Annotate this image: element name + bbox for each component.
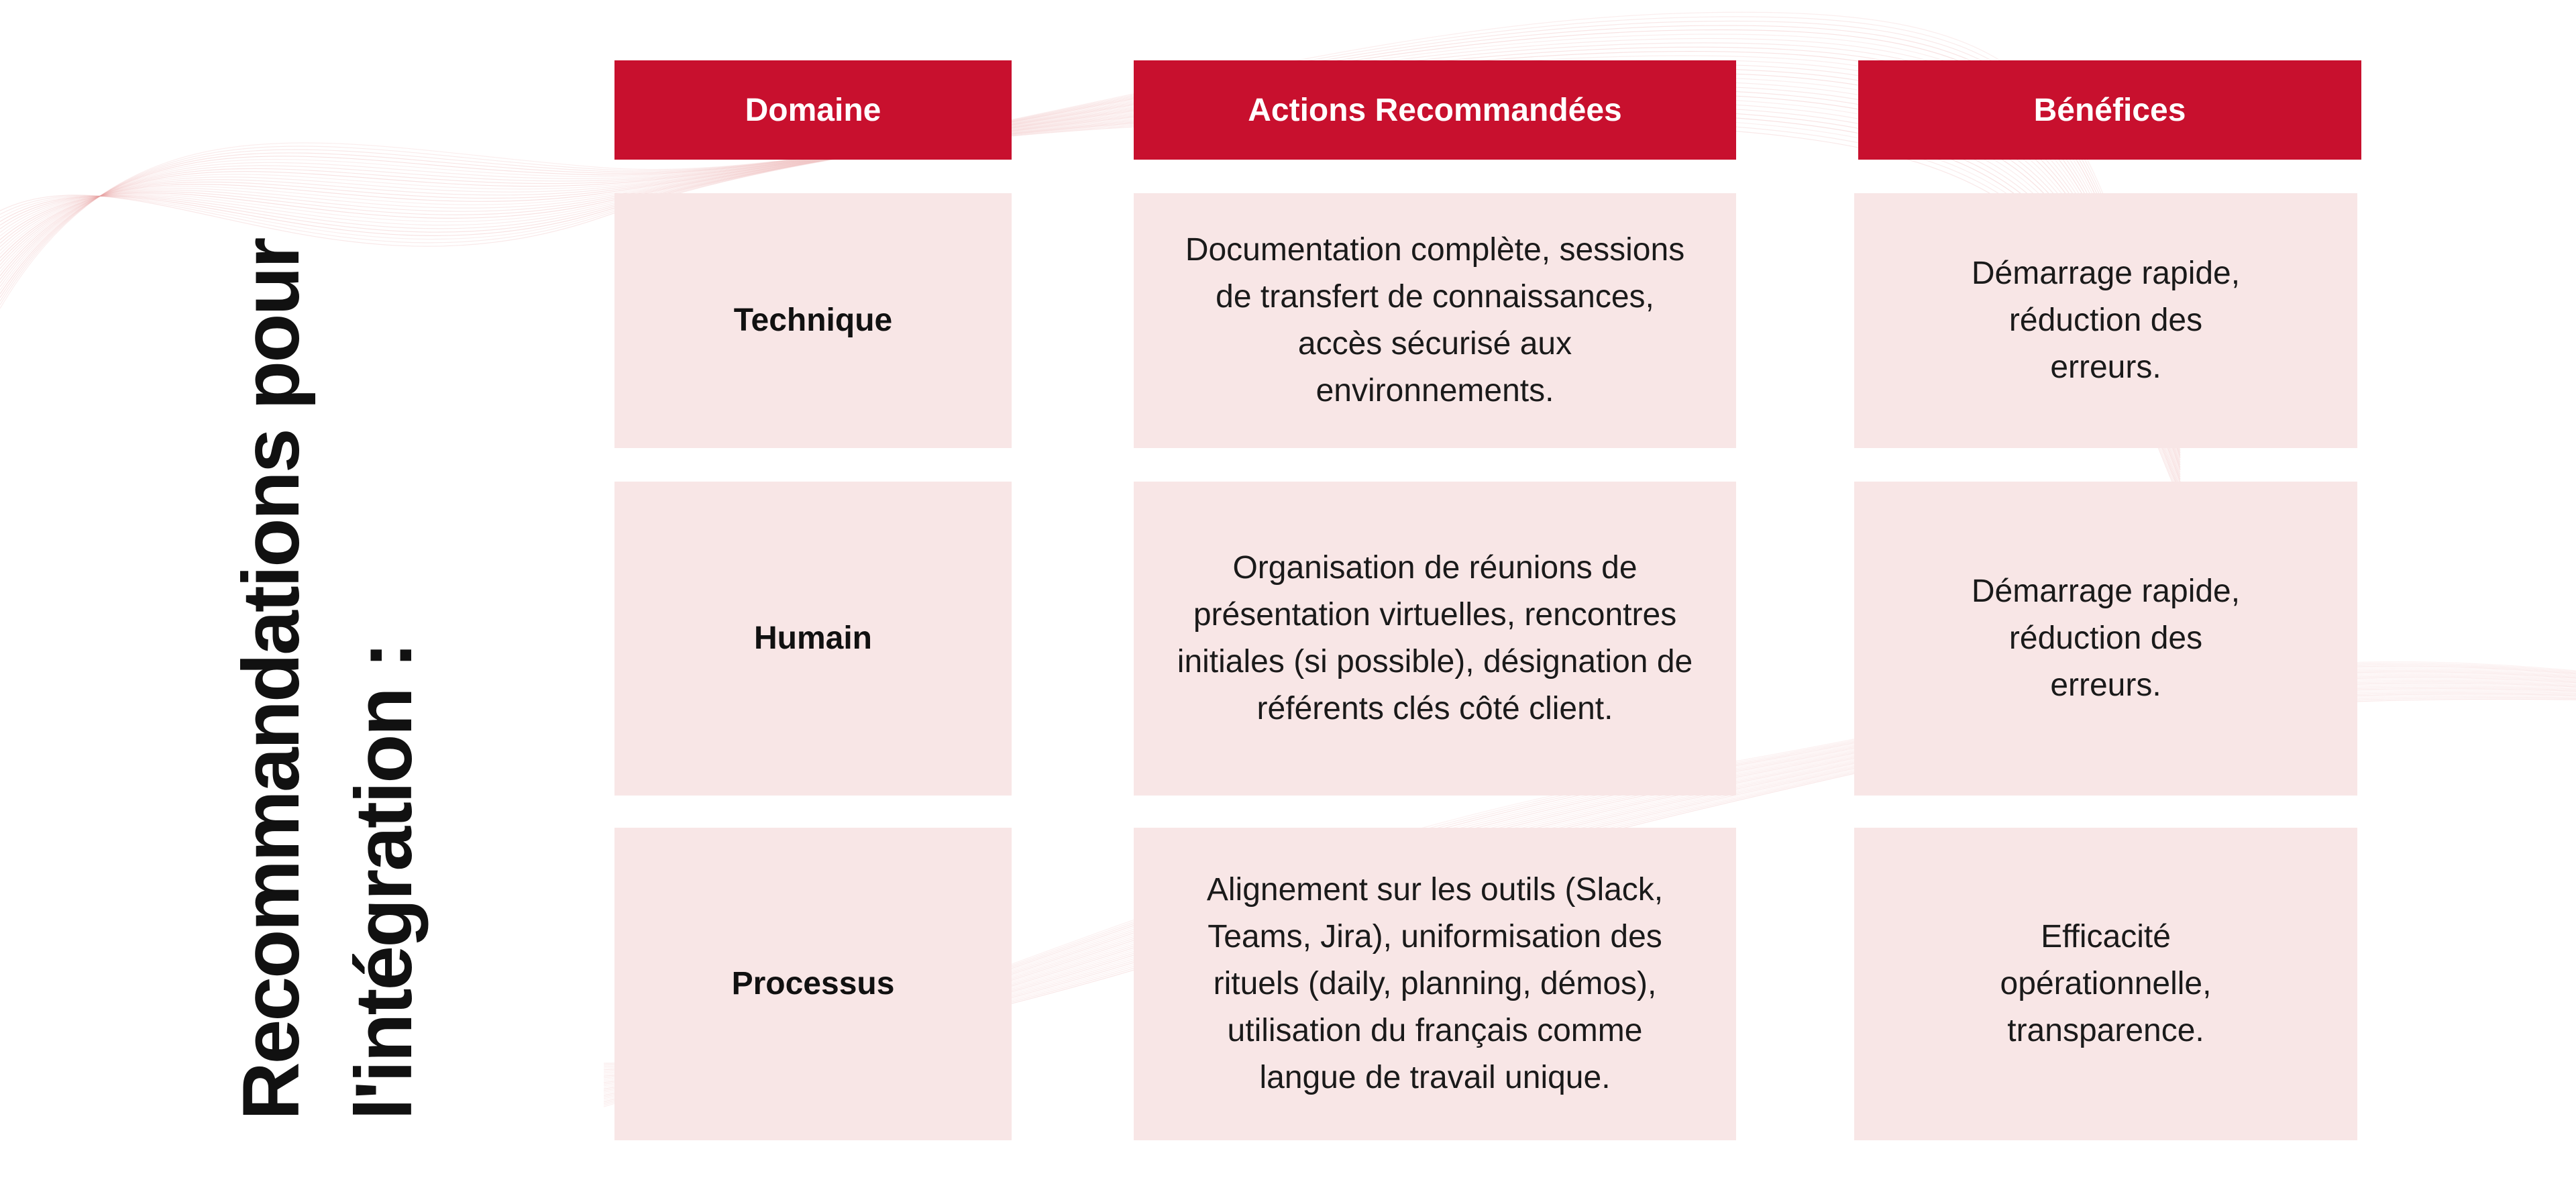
cell-benefits-technique xyxy=(1854,193,2357,448)
cell-actions-text: Organisation de réunions de présentation virtuelles, rencontres initiales (si possible), désignation de référents clés côté client. xyxy=(1177,550,1693,726)
slide-title-line-1: Recommandations pour xyxy=(226,239,316,1120)
cell-benefits-processus xyxy=(1854,828,2357,1140)
cell-domain-humain xyxy=(614,482,1012,796)
header-domaine: Domaine xyxy=(614,60,1012,160)
cell-domain-label: Technique xyxy=(733,303,893,338)
cell-domain-technique xyxy=(614,193,1012,448)
header-actions-recommandees: Actions Recommandées xyxy=(1134,60,1736,160)
cell-domain-label: Processus xyxy=(731,966,895,1001)
cell-benefits-text: Efficacité opérationnelle, transparence. xyxy=(2000,919,2212,1048)
slide-title-line-2: l'intégration : xyxy=(339,643,429,1120)
header-benefices: Bénéfices xyxy=(1858,60,2361,160)
cell-actions-technique xyxy=(1134,193,1736,448)
cell-benefits-humain xyxy=(1854,482,2357,796)
slide-title xyxy=(215,101,429,1120)
cell-actions-humain xyxy=(1134,482,1736,796)
cell-actions-processus xyxy=(1134,828,1736,1140)
cell-actions-text: Documentation complète, sessions de transfert de connaissances, accès sécurisé aux environnements. xyxy=(1185,232,1685,408)
cell-actions-text: Alignement sur les outils (Slack, Teams, Jira), uniformisation des rituels (daily, planning, démos), utilisation du français comme langue de travail unique. xyxy=(1206,872,1664,1095)
cell-benefits-text: Démarrage rapide, réduction des erreurs. xyxy=(1971,573,2241,703)
cell-benefits-text: Démarrage rapide, réduction des erreurs. xyxy=(1971,256,2241,385)
cell-domain-processus xyxy=(614,828,1012,1140)
cell-domain-label: Humain xyxy=(753,620,872,656)
